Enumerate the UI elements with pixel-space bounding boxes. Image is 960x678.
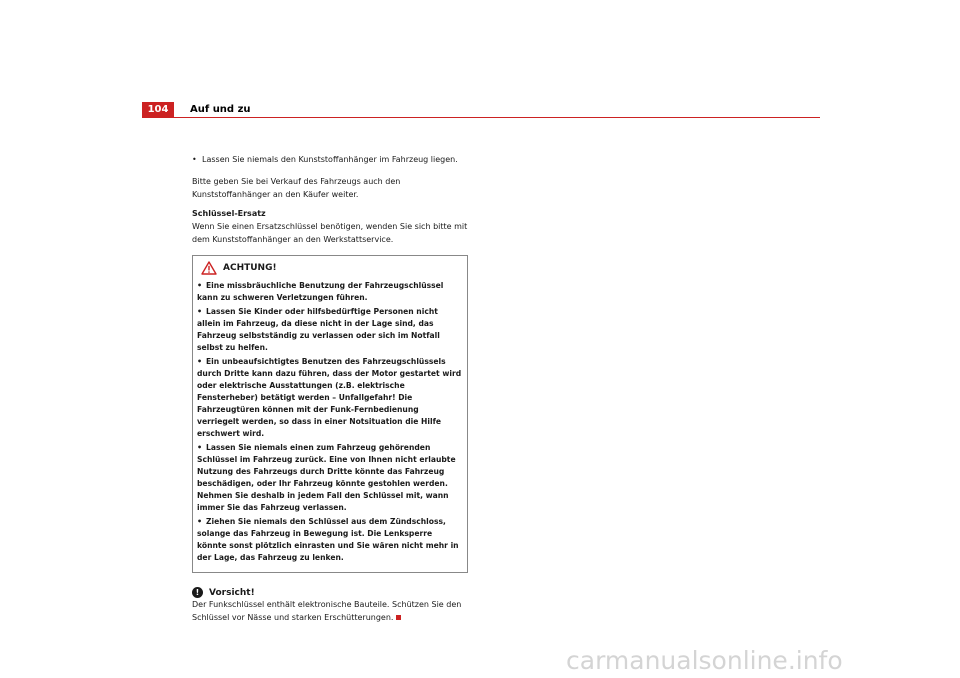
warning-item <box>197 280 463 304</box>
bullet-icon: • <box>192 155 197 164</box>
notice-text: Der Funkschlüssel enthält elektronische Bauteile. Schützen Sie den Schlüssel vor Nässe und starken Erschütterungen. <box>192 600 462 622</box>
notice-title: Vorsicht! <box>209 587 255 598</box>
bullet-icon: • <box>197 517 203 526</box>
sale-paragraph: Bitte geben Sie bei Verkauf des Fahrzeugs auch den Kunststoffanhänger an den Käufer weiter. <box>192 177 401 199</box>
exclamation-circle-icon: ! <box>192 587 203 598</box>
intro-bullet <box>192 153 468 166</box>
warning-item <box>197 516 463 564</box>
warning-item <box>197 356 463 440</box>
warning-item-text: Ziehen Sie niemals den Schlüssel aus dem Zündschloss, solange das Fahrzeug in Bewegung ist. Die Lenksperre könnte sonst plötzlich einrasten und Sie wären nicht mehr in der Lage, das Fahrzeug zu lenken. <box>197 517 459 562</box>
notice-paragraph <box>192 598 468 624</box>
warning-item <box>197 442 463 514</box>
warning-item-text: Ein unbeaufsichtigtes Benutzen des Fahrzeugschlüssels durch Dritte kann dazu führen, dass der Motor gestartet wird oder elektrische Ausstattungen (z.B. elektrische Fensterheber) betätigt werden – Unfallgefahr! Die Fahrzeugtüren können mit der Funk-Fernbedienung verriegelt werden, so dass in einer Notsituation die Hilfe erschwert wird. <box>197 357 462 438</box>
warning-title: ACHTUNG! <box>223 263 277 273</box>
bullet-icon: • <box>197 357 203 366</box>
watermark: carmanualsonline.info <box>566 646 843 675</box>
main-content <box>192 150 468 624</box>
intro-bullet-text: Lassen Sie niemals den Kunststoffanhänger im Fahrzeug liegen. <box>202 155 458 164</box>
warning-triangle-icon <box>201 261 217 275</box>
warning-item <box>197 306 463 354</box>
bullet-icon: • <box>197 281 203 290</box>
bullet-icon: • <box>197 307 203 316</box>
section-heading: Schlüssel-Ersatz <box>192 209 266 218</box>
warning-item-text: Lassen Sie niemals einen zum Fahrzeug gehörenden Schlüssel im Fahrzeug zurück. Eine von Ihnen nicht erlaubte Nutzung des Fahrzeugs durch Dritte könnte das Fahrzeug beschädigen, oder Ihr Fahrzeug könnte gestohlen werden. Nehmen Sie deshalb in jedem Fall den Schlüssel mit, wann immer Sie das Fahrzeug verlassen. <box>197 443 456 512</box>
header-divider <box>174 117 820 118</box>
bullet-icon: • <box>197 443 203 452</box>
warning-item-text: Lassen Sie Kinder oder hilfsbedürftige Personen nicht allein im Fahrzeug, da diese nicht in der Lage sind, das Fahrzeug selbstständig zu verlassen oder sich im Notfall selbst zu helfen. <box>197 307 440 352</box>
warning-header <box>197 261 463 275</box>
chapter-title: Auf und zu <box>190 104 251 115</box>
page-number: 104 <box>142 102 174 118</box>
warning-box <box>192 255 468 573</box>
warning-item-text: Eine missbräuchliche Benutzung der Fahrzeugschlüssel kann zu schweren Verletzungen führen. <box>197 281 444 302</box>
replacement-paragraph: Wenn Sie einen Ersatzschlüssel benötigen, wenden Sie sich bitte mit dem Kunststoffanhänger an den Werkstattservice. <box>192 222 468 244</box>
end-mark-icon <box>396 615 401 620</box>
notice-header <box>192 587 468 598</box>
